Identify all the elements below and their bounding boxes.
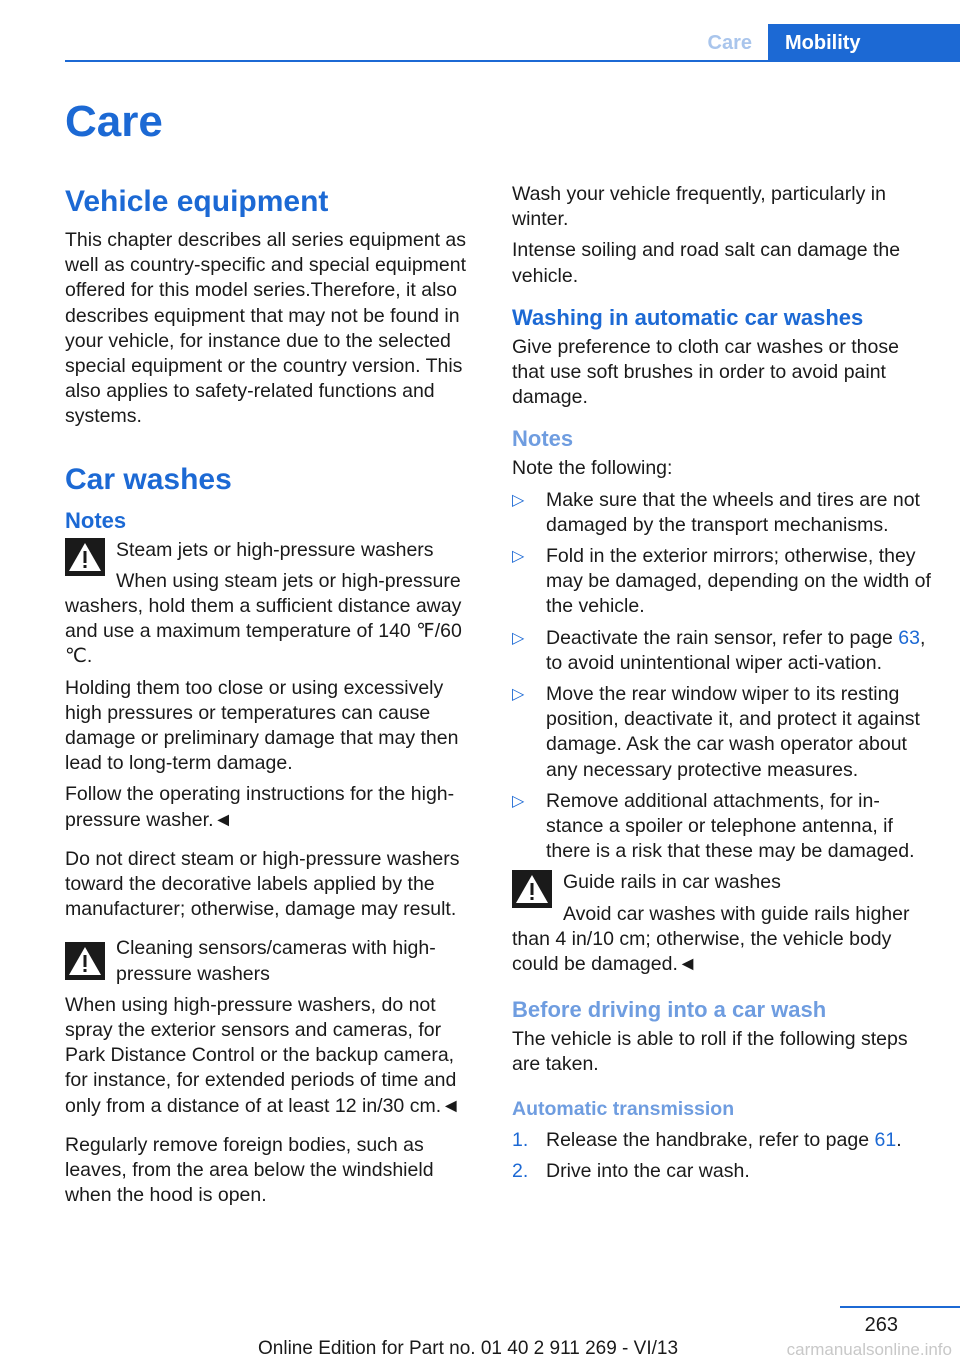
right-column	[512, 182, 932, 1190]
watermark: carmanualsonline.info	[786, 1340, 952, 1359]
step-number: 1.	[512, 1128, 529, 1151]
footer-rule	[840, 1306, 960, 1308]
page-number: 263	[864, 1314, 898, 1336]
list-item: ▷ Fold in the exterior mirrors; otherwise, they may be damaged, depending on the width of the vehicle.	[512, 545, 931, 618]
list-item: 1. Release the handbrake, refer to page 61.	[512, 1128, 932, 1153]
page-link[interactable]: 63	[898, 626, 920, 649]
automatic-washes-text: Give preference to cloth car washes or those that use soft brushes in order to avoid paint damage.	[512, 335, 899, 409]
warning-text: Follow the operating instructions for the high-pressure washer.◄	[65, 783, 455, 831]
notes-intro: Note the following:	[512, 457, 673, 480]
tab-care[interactable]: Care	[692, 24, 768, 62]
list-item: ▷ Deactivate the rain sensor, refer to page 63, to avoid unintentional wiper acti-vation.	[512, 626, 926, 674]
warning-guide-rails	[512, 870, 932, 977]
list-item: ▷ Remove additional attachments, for in-stance a spoiler or telephone antenna, if there is a risk that these may be damaged.	[512, 789, 915, 863]
vehicle-equipment-text: This chapter describes all series equipment as well as country-specific and special equipment offered for this model series.Therefore, it also describes equipment that may not be found in your vehicle, for instance due to the selected special equipment or the country version. This also applies to safety-related functions and systems.	[65, 229, 467, 428]
warning-text: When using high-pressure washers, do not spray the exterior sensors and cameras, for Park Distance Control or the backup camera, for instance, for extended periods of time and only from a distance of at least 12 in/30 cm.◄	[65, 993, 461, 1117]
warning-icon	[65, 942, 105, 980]
before-driving-text: The vehicle is able to roll if the following steps are taken.	[512, 1028, 908, 1076]
road-salt-text: Intense soiling and road salt can damage the vehicle.	[512, 239, 901, 287]
automatic-transmission-heading: Automatic transmission	[512, 1097, 735, 1120]
warning-icon	[512, 870, 552, 908]
steps-list	[512, 1128, 932, 1184]
warning-text: When using steam jets or high-pressure washers, hold them a sufficient distance away and use a maximum temperature of 140 ℉/60 ℃.	[65, 569, 462, 668]
header-tabs	[692, 24, 960, 62]
step-number: 2.	[512, 1159, 529, 1182]
warning-icon	[65, 538, 105, 576]
edition-text: Online Edition for Part no. 01 40 2 911 269 - VI/13	[258, 1338, 679, 1359]
decorative-labels-text: Do not direct steam or high-pressure washers toward the decorative labels applied by the manufacturer; otherwise, damage may result.	[65, 847, 460, 921]
before-driving-heading: Before driving into a car wash	[512, 997, 827, 1023]
notes-list	[512, 488, 932, 865]
triangle-bullet-icon: ▷	[512, 629, 525, 647]
warning-title: Steam jets or high-pressure washers	[116, 538, 434, 561]
notes-heading: Notes	[65, 507, 127, 533]
warning-text: Holding them too close or using excessively high pressures or temperatures can cause damage or preliminary damage that may then lead to long-term damage.	[65, 676, 459, 775]
foreign-bodies-text: Regularly remove foreign bodies, such as leaves, from the area below the windshield when the hood is open.	[65, 1133, 434, 1207]
automatic-washes-heading: Washing in automatic car washes	[512, 304, 864, 330]
warning-steam-jets	[65, 538, 481, 670]
triangle-bullet-icon: ▷	[512, 792, 525, 810]
warning-title: Guide rails in car washes	[563, 871, 781, 894]
triangle-bullet-icon: ▷	[512, 491, 525, 509]
list-item: 2. Drive into the car wash.	[512, 1159, 932, 1184]
triangle-bullet-icon: ▷	[512, 686, 525, 704]
warning-text: Avoid car washes with guide rails higher than 4 in/10 cm; otherwise, the vehicle body could be damaged.◄	[512, 902, 910, 976]
car-washes-heading: Car washes	[65, 462, 232, 496]
triangle-bullet-icon: ▷	[512, 548, 525, 566]
wash-frequently-text: Wash your vehicle frequently, particularly in winter.	[512, 183, 886, 231]
warning-title: Cleaning sensors/cameras with high-pressure washers	[116, 937, 436, 985]
page-link[interactable]: 61	[874, 1128, 897, 1151]
notes-heading: Notes	[512, 426, 574, 452]
tab-mobility[interactable]: Mobility	[768, 24, 960, 62]
vehicle-equipment-heading: Vehicle equipment	[65, 185, 329, 218]
left-column	[65, 182, 481, 1215]
list-item: ▷ Make sure that the wheels and tires are not damaged by the transport mechanisms.	[512, 488, 920, 536]
chapter-title: Care	[65, 97, 163, 146]
list-item: ▷ Move the rear window wiper to its resting position, deactivate it, and protect it against damage. Ask the car wash operator about any necessary protective measures.	[512, 683, 920, 781]
header-rule	[65, 60, 960, 62]
warning-sensors-cameras	[65, 936, 481, 986]
